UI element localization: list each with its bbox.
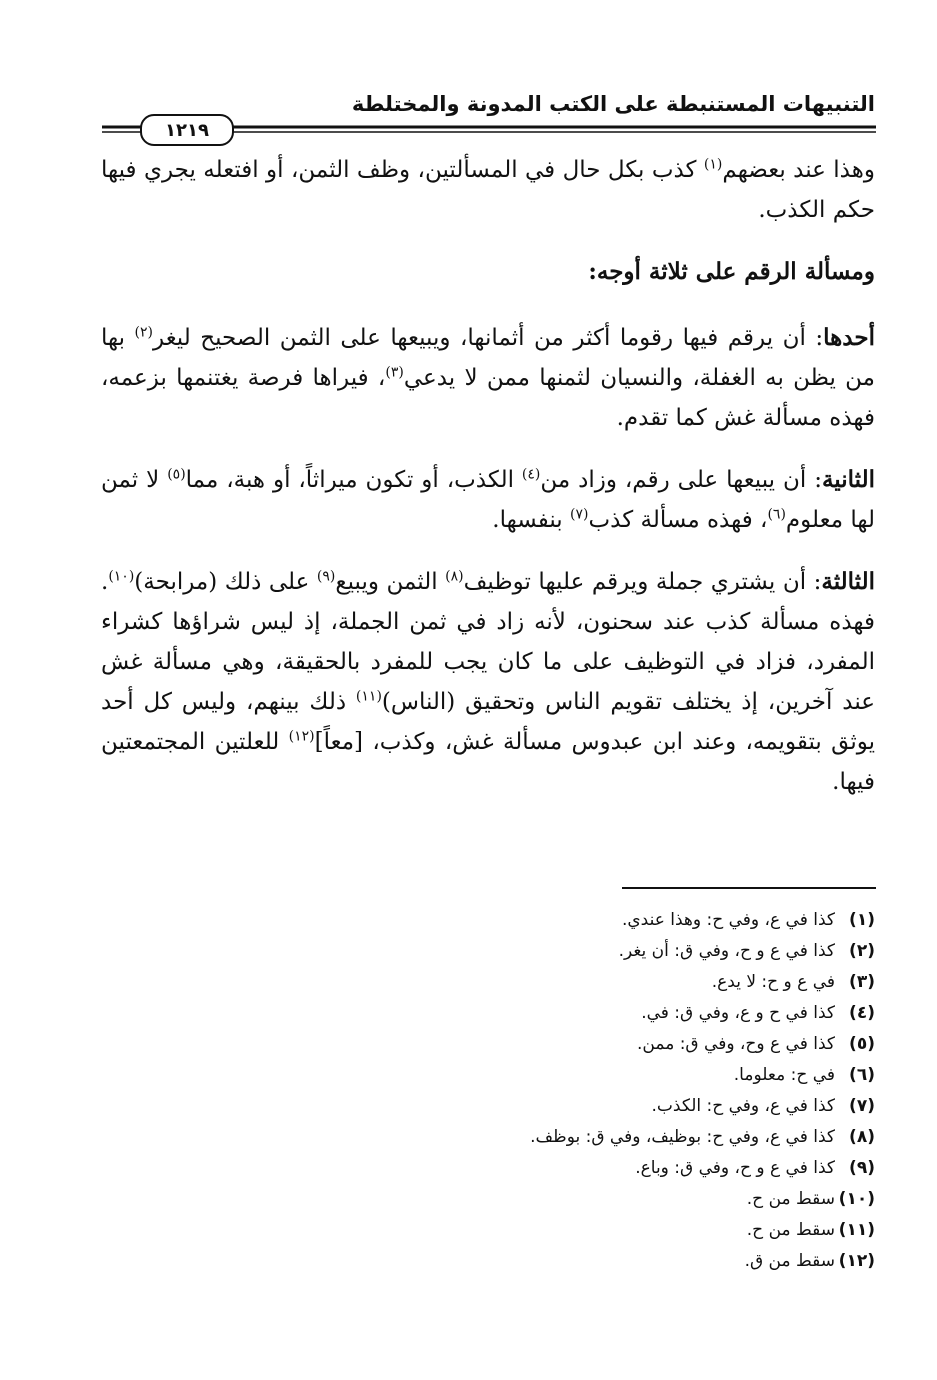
text-run: ، فيراها فرصة يغتنمها بزعمه، فهذه مسألة غش كما تقدم. xyxy=(101,365,875,431)
text-run: ذلك بينهم، وليس كل أحد يوثق بتقويمه، وعند ابن عبدوس مسألة غش، وكذب، [معاً] xyxy=(101,689,875,755)
footnote-item xyxy=(101,905,875,936)
footnote-ref: (٨) xyxy=(445,568,464,585)
text-run: الكذب، أو تكون ميراثاً، أو هبة، مما xyxy=(185,467,522,493)
case-label: الثالثة xyxy=(821,568,875,595)
footnote-number: (٣) xyxy=(849,972,875,992)
footnote-item xyxy=(101,1029,875,1060)
footnote-number: (١١) xyxy=(838,1220,875,1240)
footnote-number: (٩) xyxy=(849,1158,875,1178)
footnote-item xyxy=(101,1215,875,1246)
footnote-item xyxy=(101,1060,875,1091)
main-text xyxy=(101,150,875,824)
footnote-number: (١٢) xyxy=(838,1251,875,1271)
footnote-number: (٦) xyxy=(849,1065,875,1085)
footnote-text: كذا في ع، وفي ح: الكذب. xyxy=(651,1096,835,1116)
paragraph-1 xyxy=(101,150,875,230)
paragraph-third-case xyxy=(101,562,875,802)
footnote-item xyxy=(101,998,875,1029)
text-run: كذب بكل حال في المسألتين، وظف الثمن، أو افتعله يجري فيها حكم الكذب. xyxy=(101,157,875,223)
footnote-number: (١٠) xyxy=(838,1189,875,1209)
footnote-item xyxy=(101,1184,875,1215)
footnote-separator xyxy=(622,887,876,889)
footnote-text: سقط من ح. xyxy=(746,1189,835,1209)
footnote-ref: (٦) xyxy=(767,506,786,523)
case-label: أحدها xyxy=(823,324,875,351)
paragraph-second-case xyxy=(101,460,875,540)
footnote-ref: (١١) xyxy=(355,688,382,705)
text-run: وهذا عند بعضهم xyxy=(722,157,875,183)
footnote-text: سقط من ح. xyxy=(746,1220,835,1240)
text-run: : أن يبيعها على رقم، وزاد من xyxy=(540,467,822,493)
footnote-text: كذا في ح و ع، وفي ق: في. xyxy=(641,1003,835,1023)
footnote-item xyxy=(101,967,875,998)
footnote-item xyxy=(101,1122,875,1153)
footnote-ref: (١٠) xyxy=(108,568,135,585)
text-run: بها من يظن به الغفلة، والنسيان لثمنها ممن لا يدعي xyxy=(101,325,875,391)
footnote-text: كذا في ع و ح، وفي ق: أن يغر. xyxy=(618,941,835,961)
footnote-number: (٧) xyxy=(849,1096,875,1116)
paragraph-first-case xyxy=(101,318,875,438)
running-title: التنبيهات المستنبطة على الكتب المدونة والمختلطة xyxy=(351,92,875,116)
footnote-text: في ح: معلوما. xyxy=(733,1065,835,1085)
footnote-item xyxy=(101,1091,875,1122)
footnote-number: (٨) xyxy=(849,1127,875,1147)
footnote-number: (٢) xyxy=(849,941,875,961)
footnotes xyxy=(101,905,875,1277)
section-heading: ومسألة الرقم على ثلاثة أوجه: xyxy=(588,258,875,285)
text-run: : أن يرقم فيها رقوما أكثر من أثمانها، ويبيعها على الثمن الصحيح ليغر xyxy=(153,325,824,351)
page-number: ١٢١٩ xyxy=(140,114,234,146)
footnote-ref: (٣) xyxy=(385,364,404,381)
text-run: لا ثمن لها معلوم xyxy=(101,467,875,533)
footnote-text: في ع و ح: لا يدع. xyxy=(711,972,835,992)
footnote-number: (٤) xyxy=(849,1003,875,1023)
footnote-ref: (٧) xyxy=(570,506,589,523)
footnote-ref: (٥) xyxy=(167,466,186,483)
text-run: بنفسها. xyxy=(492,507,571,533)
case-label: الثانية xyxy=(821,466,875,493)
footnote-text: كذا في ع و ح، وفي ق: وباع. xyxy=(635,1158,835,1178)
footnote-item xyxy=(101,936,875,967)
footnote-item xyxy=(101,1153,875,1184)
footnote-ref: (٩) xyxy=(316,568,336,585)
footnote-item xyxy=(101,1246,875,1277)
footnote-ref: (٤) xyxy=(521,466,541,483)
text-run: . فهذه مسألة كذب عند سحنون، لأنه زاد في ثمن الجملة، إذ ليس شراؤها كشراء المفرد، فزاد في التوظيف على ما كان يجب للمفرد بالحقيقة، وهي مسألة غش عند آخرين، إذ يختلف تقويم الناس وتحقيق (الناس) xyxy=(101,569,875,715)
footnote-number: (١) xyxy=(849,910,875,930)
text-run: : أن يشتري جملة ويرقم عليها توظيف xyxy=(463,569,822,595)
footnote-text: كذا في ع، وفي ح: وهذا عندي. xyxy=(621,910,835,930)
text-run: الثمن ويبيع xyxy=(335,569,446,595)
footnote-ref: (٢) xyxy=(134,324,153,341)
text-run: على ذلك (مرابحة) xyxy=(134,569,317,595)
text-run: للعلتين المجتمعتين فيها. xyxy=(101,729,875,795)
text-run: ، فهذه مسألة كذب xyxy=(588,507,768,533)
footnote-text: كذا في ع، وفي ح: بوظيف، وفي ق: بوظف. xyxy=(530,1127,835,1147)
footnote-ref: (١) xyxy=(703,156,723,173)
footnote-text: كذا في ع وح، وفي ق: ممن. xyxy=(637,1034,835,1054)
footnote-text: سقط من ق. xyxy=(744,1251,835,1271)
footnote-ref: (١٢) xyxy=(288,728,315,745)
footnote-number: (٥) xyxy=(849,1034,875,1054)
